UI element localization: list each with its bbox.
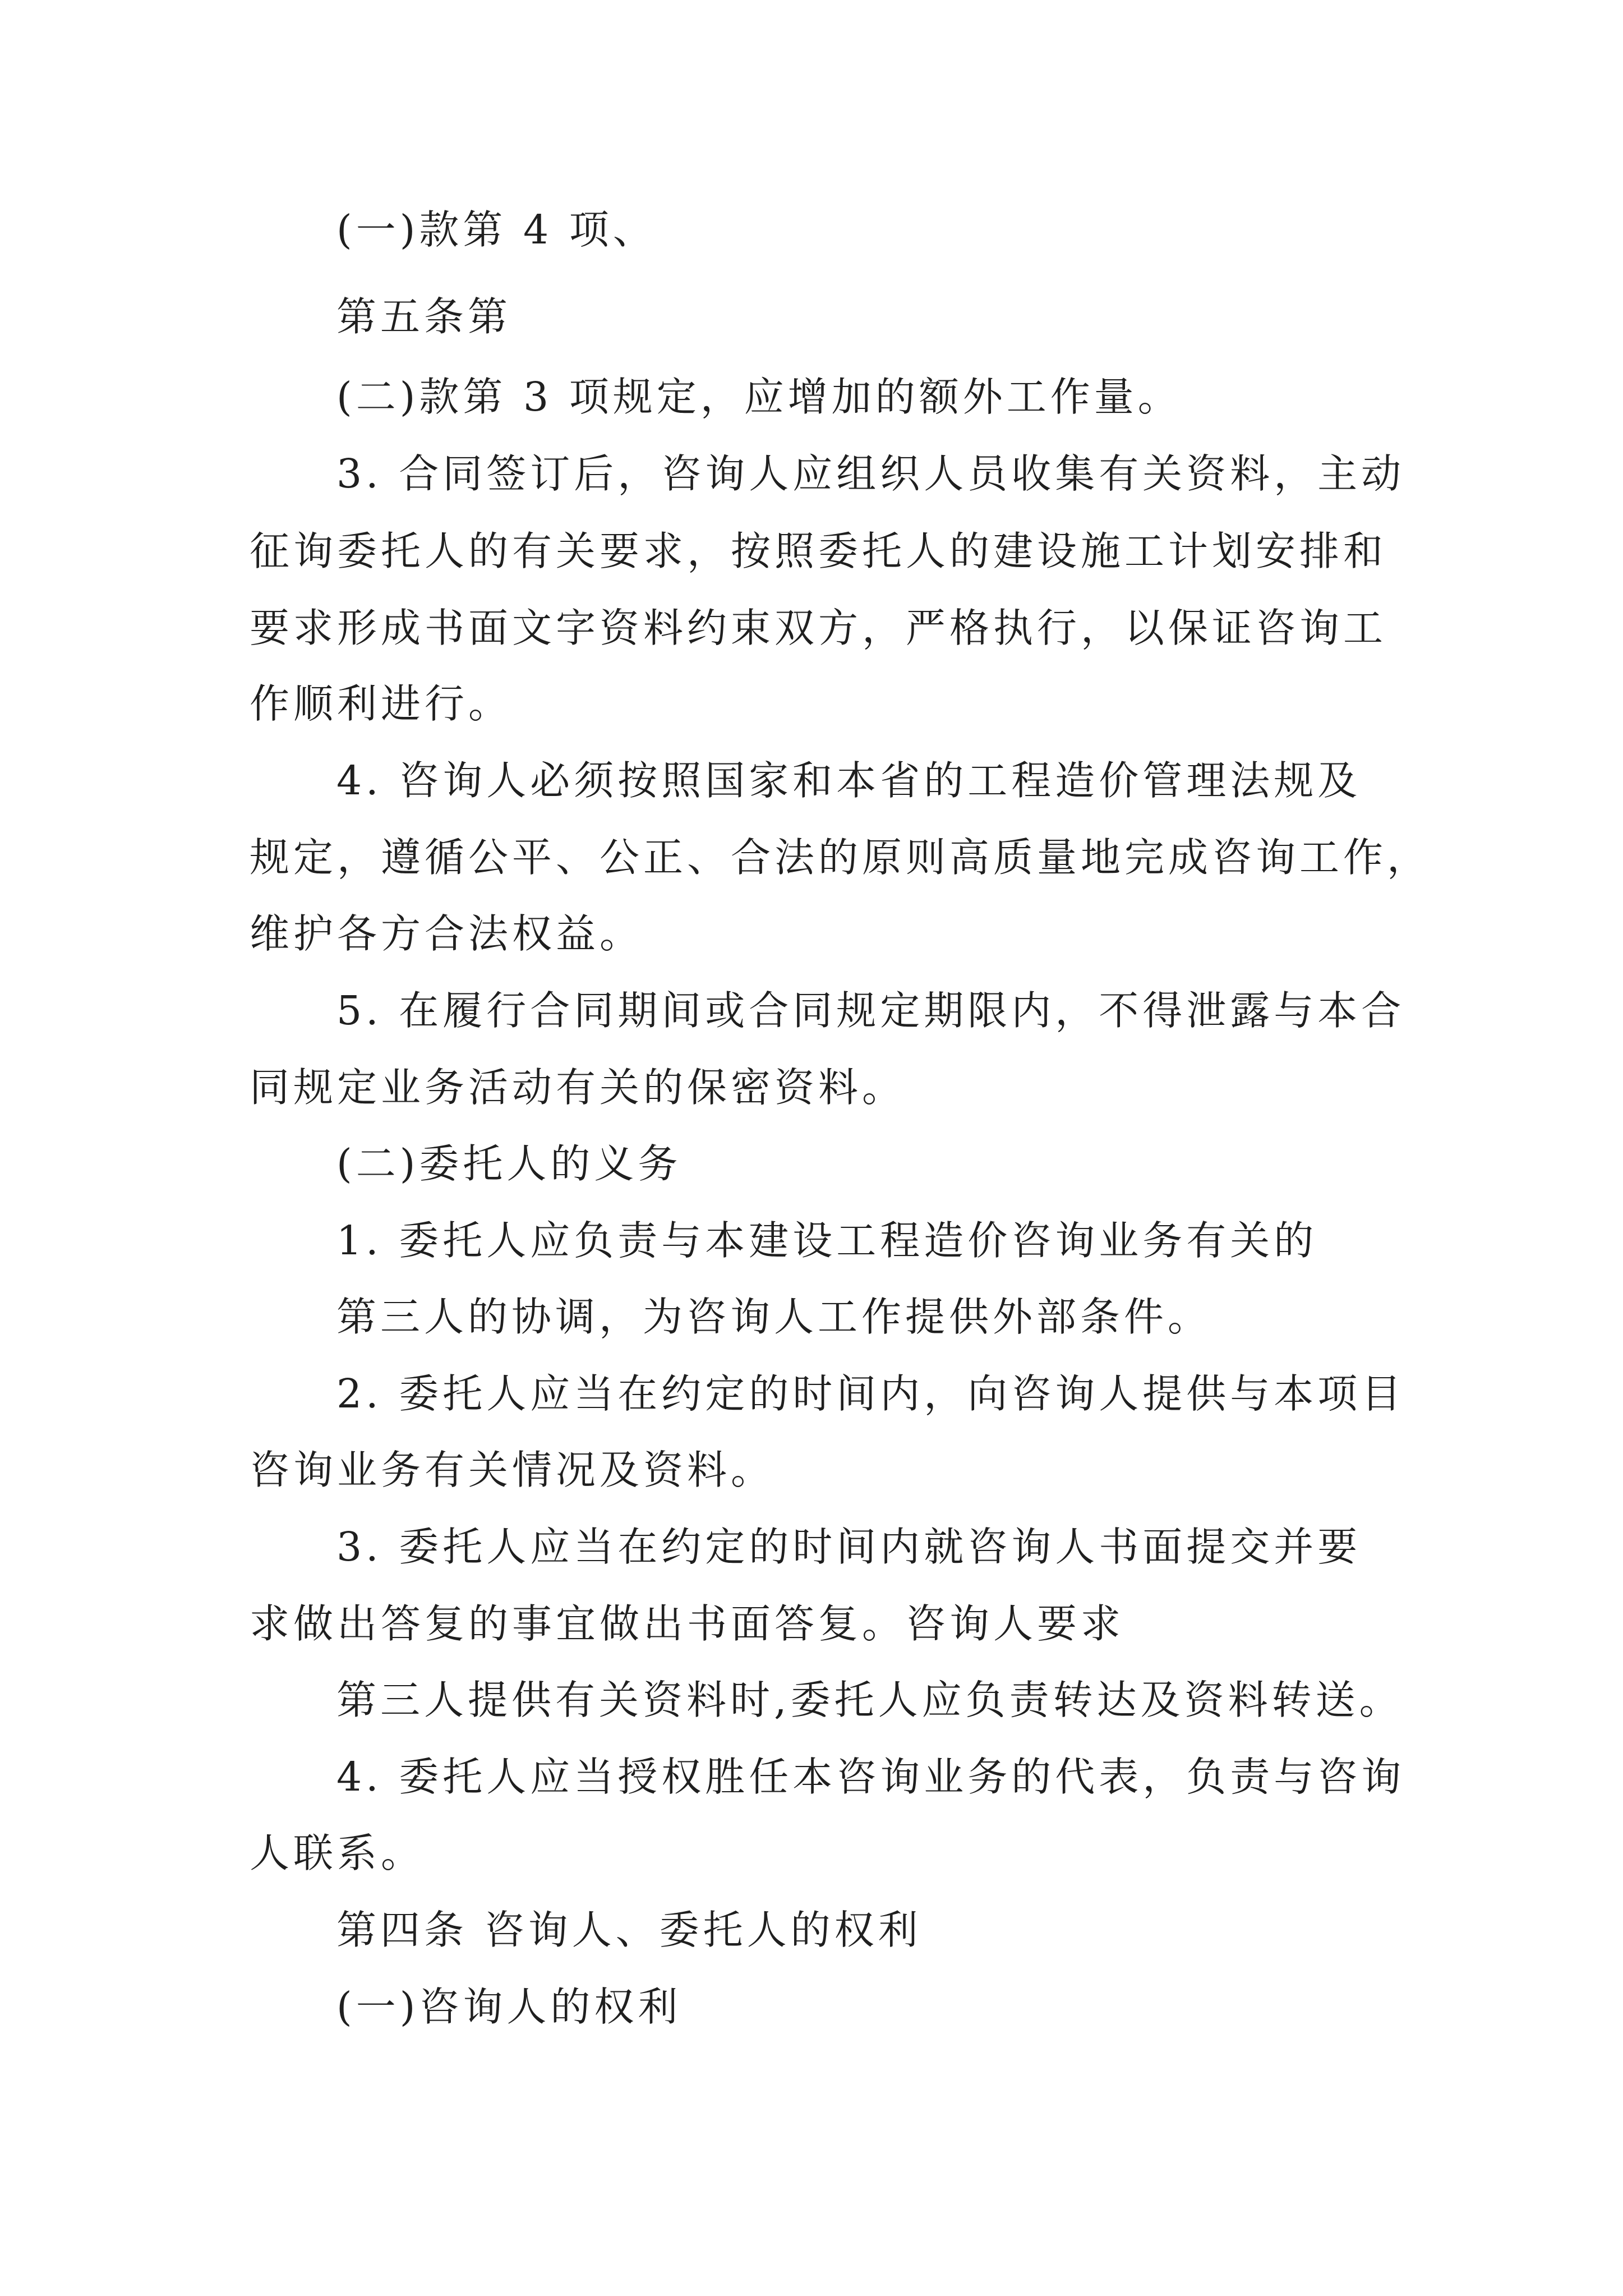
text-line: 4. 咨询人必须按照国家和本省的工程造价管理法规及 [336, 757, 1362, 804]
text-line: (二)委托人的义务 [336, 1140, 682, 1187]
text-line: (一)款第 4 项、 [336, 206, 657, 253]
text-line: 3. 委托人应当在约定的时间内就咨询人书面提交并要 [336, 1524, 1362, 1570]
text-line: 规定，遵循公平、公正、合法的原则高质量地完成咨询工作， [250, 834, 1431, 881]
text-line: 要求形成书面文字资料约束双方，严格执行，以保证咨询工 [250, 605, 1387, 651]
text-line: 咨询业务有关情况及资料。 [250, 1447, 775, 1493]
text-line: (一)咨询人的权利 [336, 1984, 682, 2030]
text-line: 1. 委托人应负责与本建设工程造价咨询业务有关的 [336, 1217, 1318, 1264]
text-line: 同规定业务活动有关的保密资料。 [250, 1064, 906, 1111]
text-line: 4. 委托人应当授权胜任本咨询业务的代表，负责与咨询 [336, 1754, 1405, 1800]
text-line: 第四条 咨询人、委托人的权利 [336, 1907, 922, 1953]
text-line: 3. 合同签订后，咨询人应组织人员收集有关资料，主动 [336, 450, 1405, 497]
text-line: 征询委托人的有关要求，按照委托人的建设施工计划安排和 [250, 528, 1387, 574]
text-line: 求做出答复的事宜做出书面答复。咨询人要求 [250, 1600, 1125, 1647]
text-line: 第三人的协调，为咨询人工作提供外部条件。 [336, 1294, 1212, 1340]
text-line: (二)款第 3 项规定，应增加的额外工作量。 [336, 374, 1182, 420]
text-line: 人联系。 [250, 1830, 425, 1876]
text-line: 第五条第 [336, 293, 512, 340]
text-line: 维护各方合法权益。 [250, 910, 644, 957]
text-line: 第三人提供有关资料时,委托人应负责转达及资料转送。 [336, 1677, 1403, 1723]
text-line: 5. 在履行合同期间或合同规定期限内，不得泄露与本合 [336, 987, 1405, 1034]
text-line: 2. 委托人应当在约定的时间内，向咨询人提供与本项目 [336, 1370, 1405, 1417]
text-line: 作顺利进行。 [250, 680, 513, 727]
